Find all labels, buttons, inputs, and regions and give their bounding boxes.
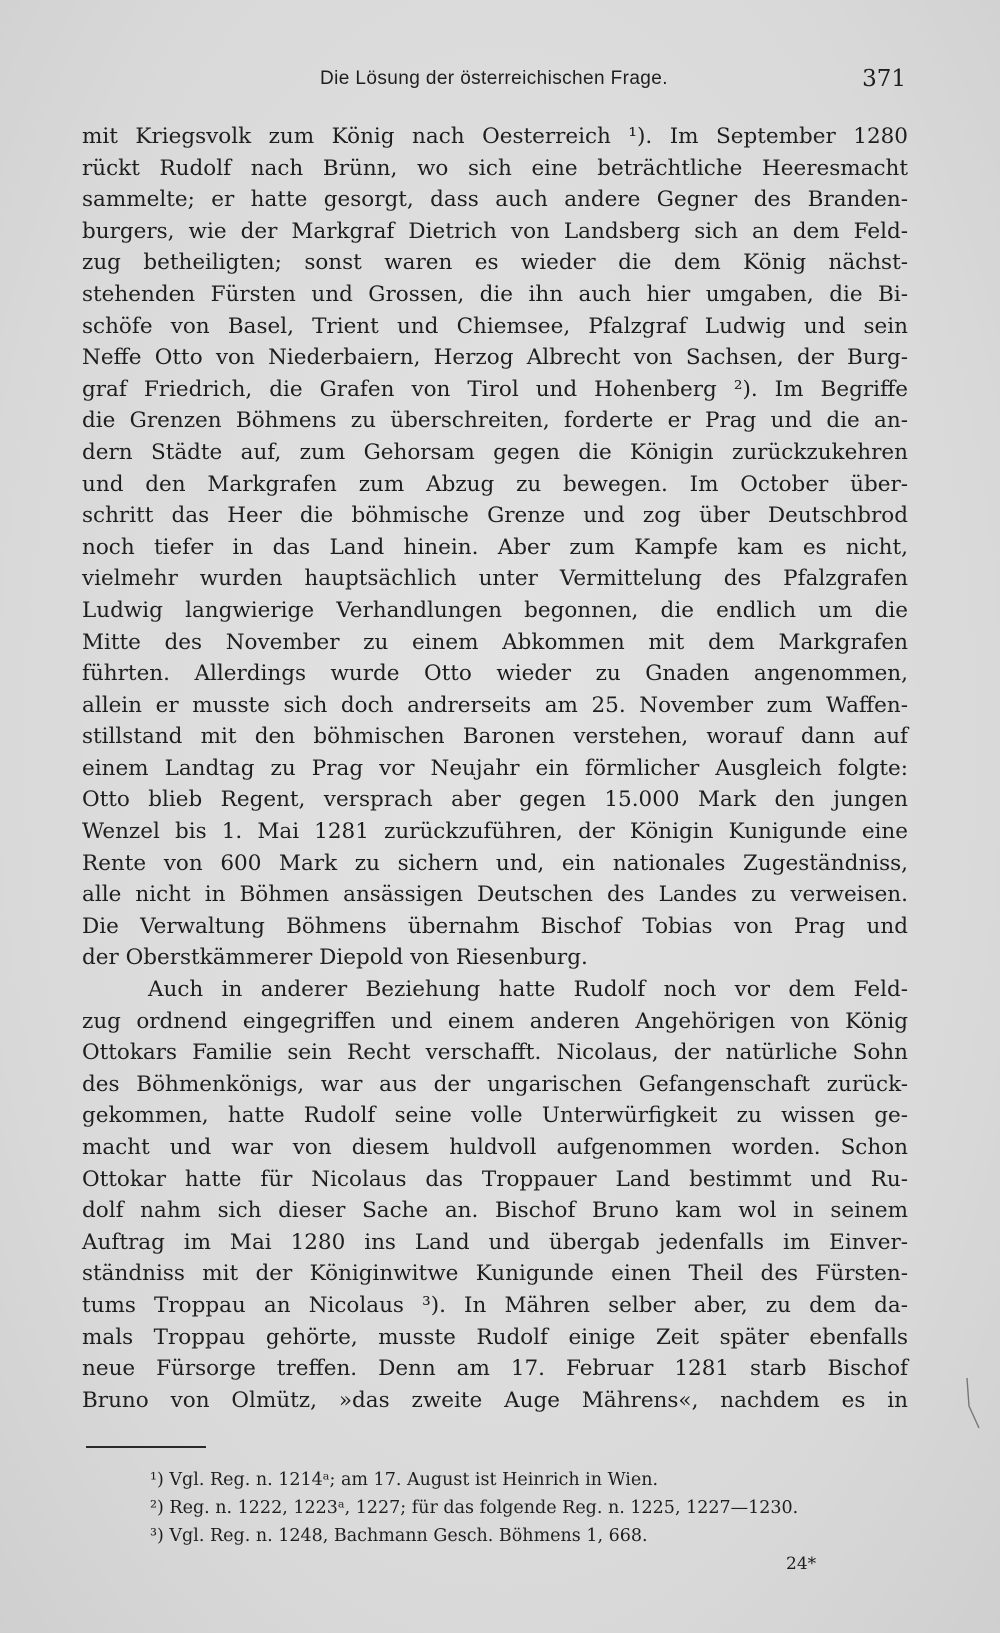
text-line: Die Verwaltung Böhmens übernahm Bischof Tobias von Prag und	[82, 913, 908, 939]
text-line: Neffe Otto von Niederbaiern, Herzog Albrecht von Sachsen, der Burg-	[82, 345, 908, 371]
page-number: 371	[862, 66, 906, 92]
footnotes	[150, 1466, 910, 1550]
text-line: Auftrag im Mai 1280 ins Land und übergab jedenfalls im Einver-	[82, 1229, 908, 1255]
text-line: allein er musste sich doch andrerseits am 25. November zum Waffen-	[82, 692, 908, 718]
text-line: führten. Allerdings wurde Otto wieder zu Gnaden angenommen,	[82, 661, 908, 687]
text-line: alle nicht in Böhmen ansässigen Deutschen des Landes zu verweisen.	[82, 882, 908, 908]
footnote-divider	[86, 1446, 206, 1448]
paragraph-start-line: Auch in anderer Beziehung hatte Rudolf noch vor dem Feld-	[148, 977, 908, 1003]
text-line: mals Troppau gehörte, musste Rudolf einige Zeit später ebenfalls	[82, 1324, 908, 1350]
text-line: und den Markgrafen zum Abzug zu bewegen. Im October über-	[82, 471, 908, 497]
text-line: zug ordnend eingegriffen und einem anderen Angehörigen von König	[82, 1008, 908, 1034]
text-line: des Böhmenkönigs, war aus der ungarischen Gefangenschaft zurück-	[82, 1071, 908, 1097]
text-line: ständniss mit der Königinwitwe Kunigunde einen Theil des Fürsten-	[82, 1261, 908, 1287]
text-line: Rente von 600 Mark zu sichern und, ein nationales Zugeständniss,	[82, 850, 908, 876]
margin-pencil-mark	[964, 1376, 984, 1432]
text-line: dolf nahm sich dieser Sache an. Bischof Bruno kam wol in seinem	[82, 1198, 908, 1224]
text-line: Otto blieb Regent, versprach aber gegen 15.000 Mark den jungen	[82, 787, 908, 813]
text-line: neue Fürsorge treffen. Denn am 17. Februar 1281 starb Bischof	[82, 1356, 908, 1382]
text-line: stillstand mit den böhmischen Baronen verstehen, worauf dann auf	[82, 724, 908, 750]
text-line: schritt das Heer die böhmische Grenze und zog über Deutschbrod	[82, 503, 908, 529]
printer-signature-mark: 24*	[786, 1554, 817, 1574]
text-line: gekommen, hatte Rudolf seine volle Unterwürfigkeit zu wissen ge-	[82, 1103, 908, 1129]
text-line: Mitte des November zu einem Abkommen mit dem Markgrafen	[82, 629, 908, 655]
text-line: Ludwig langwierige Verhandlungen begonnen, die endlich um die	[82, 597, 908, 623]
text-line: dern Städte auf, zum Gehorsam gegen die Königin zurückzukehren	[82, 439, 908, 465]
text-line: die Grenzen Böhmens zu überschreiten, forderte er Prag und die an-	[82, 408, 908, 434]
text-line: zug betheiligten; sonst waren es wieder die dem König nächst-	[82, 250, 908, 276]
text-line: burgers, wie der Markgraf Dietrich von Landsberg sich an dem Feld-	[82, 218, 908, 244]
text-line: noch tiefer in das Land hinein. Aber zum Kampfe kam es nicht,	[82, 534, 908, 560]
text-line: mit Kriegsvolk zum König nach Oesterreich ¹). Im September 1280	[82, 124, 908, 149]
text-line: vielmehr wurden hauptsächlich unter Vermittelung des Pfalzgrafen	[82, 566, 908, 592]
text-line: einem Landtag zu Prag vor Neujahr ein förmlicher Ausgleich folgte:	[82, 755, 908, 781]
footnote: ³) Vgl. Reg. n. 1248, Bachmann Gesch. Böhmens 1, 668.	[150, 1526, 648, 1546]
text-line: macht und war von diesem huldvoll aufgenommen worden. Schon	[82, 1135, 908, 1160]
text-line: Wenzel bis 1. Mai 1281 zurückzuführen, der Königin Kunigunde eine	[82, 819, 908, 845]
running-head	[82, 66, 906, 100]
text-line: rückt Rudolf nach Brünn, wo sich eine beträchtliche Heeresmacht	[82, 155, 908, 181]
text-line: tums Troppau an Nicolaus ³). In Mähren selber aber, zu dem da-	[82, 1292, 908, 1318]
text-line: graf Friedrich, die Grafen von Tirol und Hohenberg ²). Im Begriffe	[82, 376, 908, 402]
text-line: Ottokars Familie sein Recht verschafft. Nicolaus, der natürliche Sohn	[82, 1040, 908, 1066]
text-line: sammelte; er hatte gesorgt, dass auch andere Gegner des Branden-	[82, 187, 908, 213]
running-head-title: Die Lösung der österreichischen Frage.	[320, 68, 668, 89]
text-line: Bruno von Olmütz, »das zweite Auge Mährens«, nachdem es in	[82, 1387, 908, 1413]
body-text	[82, 121, 908, 1416]
text-line: schöfe von Basel, Trient und Chiemsee, Pfalzgraf Ludwig und sein	[82, 313, 908, 339]
text-line: stehenden Fürsten und Grossen, die ihn auch hier umgaben, die Bi-	[82, 281, 908, 307]
text-line: Ottokar hatte für Nicolaus das Troppauer Land bestimmt und Ru-	[82, 1166, 908, 1192]
footnote: ²) Reg. n. 1222, 1223ᵃ, 1227; für das folgende Reg. n. 1225, 1227—1230.	[150, 1498, 799, 1518]
text-line: der Oberstkämmerer Diepold von Riesenburg.	[82, 945, 588, 971]
footnote: ¹) Vgl. Reg. n. 1214ᵃ; am 17. August ist Heinrich in Wien.	[150, 1470, 659, 1490]
